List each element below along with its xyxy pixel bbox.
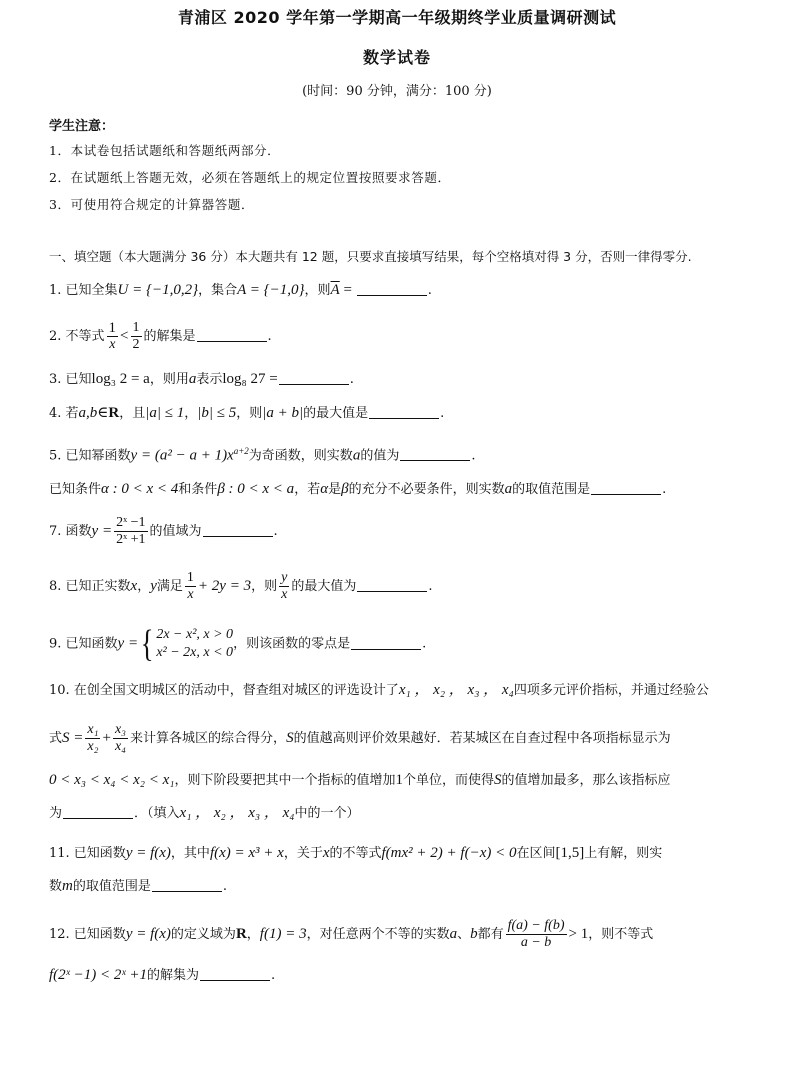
time-info: (时间：90 分钟，满分：100 分) — [302, 84, 492, 99]
q1-math: U = {−1,0,2} — [117, 282, 199, 298]
question-9: 9. 已知函数y = { 2x − x², x > 0 x² − 2x, x < 0 ，则该函数的零点是 . — [49, 623, 427, 665]
fraction: $\frac{y}{x}$ — [281, 570, 288, 602]
answer-blank[interactable] — [591, 480, 661, 495]
answer-blank[interactable] — [351, 635, 421, 650]
fraction: $\frac{1}{x}$ — [186, 570, 194, 602]
answer-blank[interactable] — [400, 446, 470, 461]
fraction: $\frac{f(a) - f(b)}{a - b}$ — [507, 918, 565, 950]
answer-blank[interactable] — [369, 404, 439, 419]
q1-text: ，则 — [304, 283, 331, 298]
question-2: 2. 不等式 $\frac{1}{x}$ < $\frac{1}{2}$ 的解集是 . — [49, 320, 272, 352]
question-8: 8. 已知正实数x，y满足 $\frac{1}{x}$ + 2y = 3，则 $\frac{y}{x}$ 的最大值为 . — [49, 570, 433, 602]
question-3: 3. 已知log₃ 2 = a，则用a表示log₈ 27 = . — [49, 371, 354, 387]
q3-math: log₃ 2 = a — [91, 371, 150, 387]
answer-blank[interactable] — [200, 966, 270, 981]
question-6: 已知条件α : 0 < x < 4和条件β : 0 < x < a，若α是β的充分不必要条件，则实数a的取值范围是 . — [49, 481, 667, 497]
fraction: $\frac{\text{x₁}}{\text{x₂}}$ — [87, 722, 99, 754]
answer-blank[interactable] — [279, 370, 349, 385]
answer-blank[interactable] — [197, 327, 267, 342]
piecewise: { 2x − x², x > 0 x² − 2x, x < 0 — [140, 623, 234, 665]
question-11: 11. 已知函数y = f(x)，其中f(x) = x³ + x，关于x的不等式f(mx² + 2) + f(−x) < 0在区间[1,5]上有解，则实 — [49, 845, 663, 861]
q3-math: log₈ 27 = — [222, 371, 278, 387]
fraction: $\frac{1}{x}$ — [108, 320, 117, 352]
answer-blank[interactable] — [203, 522, 273, 537]
answer-blank[interactable] — [357, 577, 427, 592]
question-10-line3: 0 < x₃ < x₄ < x₂ < x₁，则下阶段要把其中一个指标的值增加1个单位，而使得S的值增加最多，那么该指标应 — [49, 772, 671, 788]
exam-subtitle: 数学试卷 — [362, 48, 431, 67]
answer-blank[interactable] — [357, 281, 427, 296]
notice-item: 2．在试题纸上答题无效，必须在答题纸上的规定位置按照要求答题． — [49, 170, 451, 185]
q1-text: 1. 已知全集 — [49, 283, 118, 298]
notice-heading: 学生注意： — [49, 119, 115, 134]
q1-math: = — [339, 282, 356, 298]
question-12: 12. 已知函数y = f(x)的定义域为R，f(1) = 3，对任意两个不等的实数a、b都有 $\frac{f(a) - f(b)}{a - b}$ > 1，则不等式 — [49, 918, 654, 950]
q1-text: ，集合 — [198, 283, 238, 298]
section-heading: 一、填空题（本大题满分 36 分）本大题共有 12 题，只要求直接填写结果，每个空格填对得 3 分，否则一律得零分. — [49, 249, 692, 264]
question-11-line2: 数m的取值范围是 . — [49, 878, 228, 894]
fraction: $\frac{\text{x₃}}{\text{x₄}}$ — [114, 722, 127, 754]
question-10-line2: 式S = $\frac{\text{x₁}}{\text{x₂}}$ + $\frac{\text{x₃}}{\text{x₄}}$ 来计算各城区的综合得分，S的值越高则评价效果越好．若某城区在自查过程中各项指标显示为 — [49, 722, 671, 754]
fraction: $\frac{\text{2ˣ −1}}{\text{2ˣ +1}}$ — [116, 515, 146, 547]
q2-text: 2. 不等式 — [49, 329, 105, 344]
fraction: $\frac{1}{2}$ — [132, 320, 140, 352]
answer-blank[interactable] — [152, 877, 222, 892]
notice-item: 1．本试卷包括试题纸和答题纸两部分． — [49, 143, 281, 158]
exam-title: 青浦区 2020 学年第一学期高一年级期终学业质量调研测试 — [177, 8, 617, 27]
question-5: 5. 已知幂函数$y = (a^2 - a + 1)x^{a+2}$为奇函数，则实数a的值为 . — [49, 446, 476, 464]
question-1: 1. 已知全集U = {−1,0,2}，集合A = {−1,0}，则$\overline{A}$ = . — [49, 282, 432, 298]
question-12-line2: f(2ˣ −1) < 2ˣ +1的解集为 . — [49, 967, 276, 983]
question-10: 10. 在创全国文明城区的活动中，督查组对城区的评选设计了x₁ ， x₂ ， x₃ ， x₄四项多元评价指标，并通过经验公 — [49, 682, 709, 698]
q2-text: 的解集是 — [143, 329, 196, 344]
question-10-line4: 为 ．（填入x₁ ， x₂ ， x₃ ， x₄中的一个） — [49, 805, 360, 821]
q1-math: A = {−1,0} — [237, 282, 305, 298]
question-4: 4. 若a,b∈R，且|a| ≤ 1，|b| ≤ 5，则|a + b|的最大值是 . — [49, 405, 445, 421]
answer-blank[interactable] — [63, 804, 133, 819]
question-7: 7. 函数y = $\frac{\text{2ˣ −1}}{\text{2ˣ +1}}$ 的值域为 . — [49, 515, 278, 547]
notice-item: 3．可使用符合规定的计算器答题． — [49, 197, 255, 212]
q1-complement: $\overline{A}$ — [330, 282, 340, 298]
